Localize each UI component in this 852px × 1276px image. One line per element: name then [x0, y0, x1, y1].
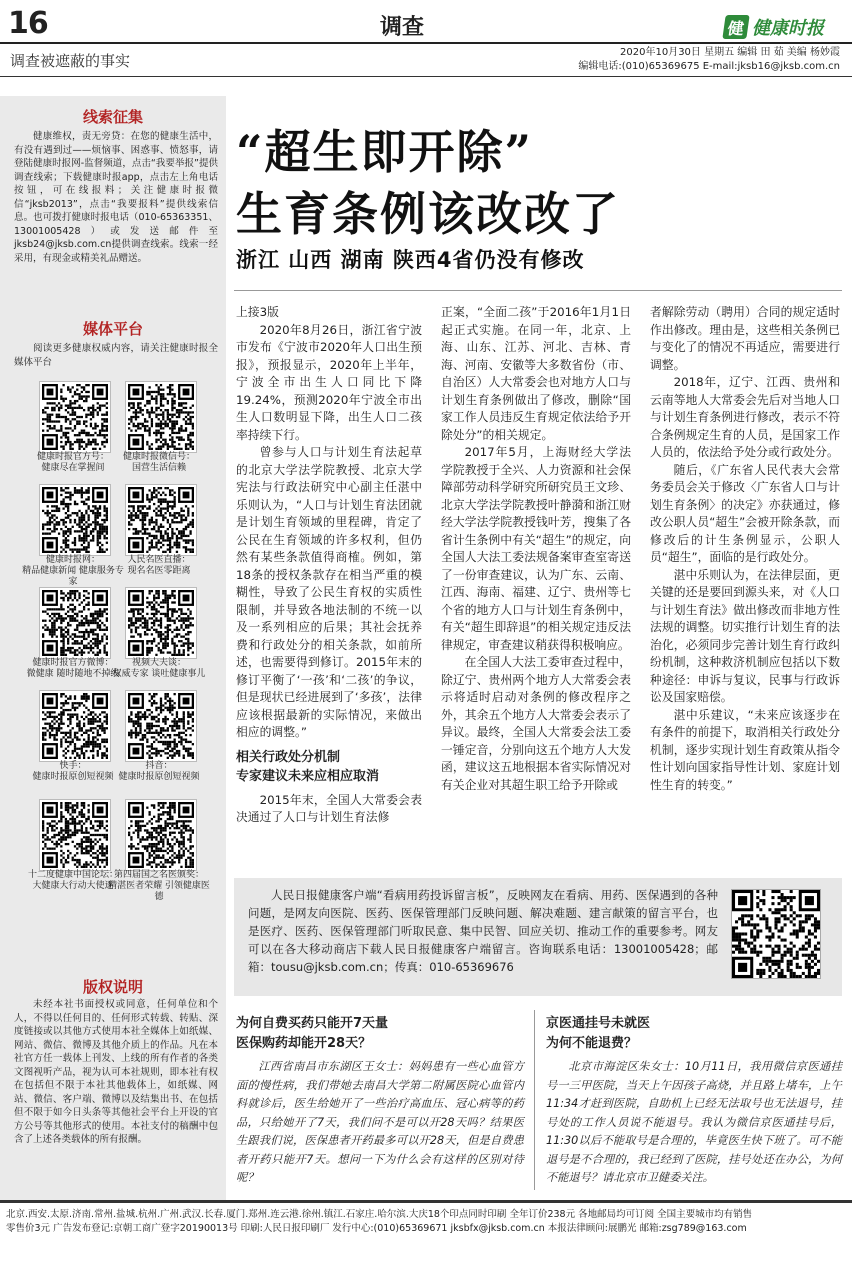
copyright-title: 版权说明 — [82, 978, 143, 996]
qr-caption — [104, 761, 214, 783]
page-number: 16 — [8, 6, 48, 41]
qa-left-title-line2: 医保购药却能开28天？ — [236, 1036, 372, 1051]
qr-caption-subtitle: 健康时报原创短视频 — [118, 772, 200, 782]
brand-mark-icon: 健 — [722, 15, 749, 39]
qr-caption-title: 视频大夫谈： — [131, 658, 186, 668]
footer-line1: 北京.西安.太原.济南.常州.盐城.杭州.广州.武汉.长春.厦门.郑州.连云港.徐州.镇江.石家庄.哈尔滨.大庆18个印点同时印刷 全年订价238元 各地邮局均可订阅 全国主要城市均有销售 — [6, 1209, 753, 1220]
qr-caption — [104, 870, 214, 903]
qa-right-title-line1: 京医通挂号未就医 — [546, 1016, 651, 1031]
article-column-2 — [441, 304, 631, 794]
paragraph: 在全国人大法工委审查过程中，除辽宁、贵州两个地方人大常委会表示将适时启动对条例的修改程序之外，其余五个地方人大常委会表示了异议。最终，全国人大常委会法工委一锤定音，分别向这五个地方人大发函，建议这五地根据本省实际情况对有关企业对其超生职工给予开除或 — [441, 655, 631, 792]
paragraph: 随后，《广东省人民代表大会常务委员会关于修改〈广东省人口与计划生育条例〉的决定》亦获通过，修改公职人员“超生”会被开除条款，而修改后的计生条例显示，公职人员“超生”，面临的是行政处分。 — [650, 462, 840, 564]
qr-caption — [104, 658, 214, 680]
paragraph: 者解除劳动（聘用）合同的规定适时作出修改。理由是，这些相关条例已与变化了的情况不再适应，需要进行调整。 — [650, 305, 840, 372]
qr-caption-subtitle: 健康尽在掌握间 — [41, 463, 105, 473]
qr-caption-subtitle: 健康时报原创短视频 — [32, 772, 114, 782]
paragraph: 曾参与人口与计划生育法起草的北京大学法学院教授、北京大学宪法与行政法研究中心副主任湛中乐则认为，“人口与计划生育法团就是计划生育领域的里程碑，肯定了公民在生育领域的许多权利，但仍然有某些条款值得商榷。例如，第18条的授权条款存在相当严重的模糊性，导致了公民生育权的实质性限制，并导致各地法制的不统一以及一系列相应的后果；其社会抚养费和行政处分的相关条款，如前所述，也需要得到修订。2015年末的修订平衡了‘一孩’和‘二孩’的争议，但是现状已经进展到了‘多孩’，法律应该根据最新的实际情况，来做出相应的调整。” — [236, 445, 422, 739]
qa-left-title-line1: 为何自费买药只能开7天量 — [236, 1016, 389, 1031]
qr-caption-title: 健康时报网： — [45, 555, 100, 565]
paragraph: 湛中乐建议，“未来应该逐步在有条件的前提下，取消相关行政处分机制，逐步实现计划生育政策从指令性计划向国家指导性计划、家庭计划性生育的转变。” — [650, 707, 840, 792]
paragraph: 2018年，辽宁、江西、贵州和云南等地人大常委会先后对当地人口与计划生育条例进行修改，表示不符合条例规定生育的人员，是国家工作人员的，依法给予处分或行政处分。 — [650, 375, 840, 459]
footer-line2: 零售价3元 广告发布登记:京朝工商广登字20190013号 印刷:人民日报印刷厂 发行中心:(010)65369671 jksbfx@jksb.com.cn 本报法律顾问:展鹏光 邮箱:zsg789@163.com — [6, 1223, 747, 1234]
article-title-line2: 生育条例该改改了 — [236, 187, 620, 241]
qr-code-icon[interactable] — [40, 382, 110, 452]
qr-code-icon[interactable] — [40, 588, 110, 658]
paragraph: 2020年8月26日，浙江省宁波市发布《宁波市2020年人口出生预报》，预报显示，2020年上半年，宁波全市出生人口同比下降19.24%，预测2020年宁波全市出生人口数明显下降，出生人口二孩率持续下行。 — [236, 322, 422, 442]
notice-box — [234, 878, 842, 996]
qr-caption-title: 快手： — [59, 761, 87, 771]
notice-text: 人民日报健康客户端“看病用药投诉留言板”，反映网友在看病、用药、医保遇到的各种问题，是网友向医院、医药、医保管理部门反映问题、解决难题、建言献策的留言平台，也是医疗、医药、医保管理部门听取民意、集中民智、回应关切、推动工作的重要参考。网友可以在各大移动商店下载人民日报健康客户端留言。咨询联系电话：13001005428；邮箱：tousu@jksb.com.cn；传真：010-65369676 — [248, 888, 718, 974]
qr-caption-subtitle: 微健康 随时随地不掉线 — [26, 669, 120, 679]
subheader-rule — [0, 76, 852, 77]
qr-caption-subtitle: 精品健康新闻 健康服务专家 — [22, 566, 124, 587]
article-title-line1: “超生即开除” — [236, 125, 533, 179]
qr-caption — [104, 452, 214, 474]
media-text: 阅读更多健康权威内容，请关注健康时报全媒体平台 — [14, 343, 218, 368]
qr-caption-subtitle: 现名名医零距离 — [127, 566, 191, 576]
qr-caption-title: 第四届国之名医颁奖： — [113, 870, 204, 880]
paragraph: 正案，“全面二孩”于2016年1月1日起正式实施。在同一年，北京、上海、山东、江苏、河北、吉林、青海、河南、安徽等大多数省份（市、自治区）人大常委会也对地方人口与计划生育条例做出了修改，删除“国家工作人员违反生育规定依法给予开除处分”的相关规定。 — [441, 305, 631, 442]
qa-right-title-line2: 为何不能退费？ — [546, 1036, 638, 1051]
paragraph: 2017年5月，上海财经大学法学院教授于全兴、人力资源和社会保障部劳动科学研究所研究员王文珍、北京大学法学院教授叶静漪和浙江财经大学法学院教授钱叶芳，搜集了各省计生条例中有关“超生”的规定，向全国人大法工委法规备案审查室寄送了一份审查建议，认为广东、云南、江西、海南、福建、辽宁、贵州等七个省的地方人口与计划生育条例中，有关“超生即辞退”的相关规定违反法律规定，审查建议稍获得积极响应。 — [441, 445, 631, 652]
qr-caption-title: 人民名医直播： — [127, 555, 191, 565]
qr-caption-subtitle: 权威专家 谈吐健康事儿 — [112, 669, 206, 679]
qr-caption-title: 十二度健康中国论坛： — [27, 870, 118, 880]
media-title: 媒体平台 — [82, 320, 143, 338]
qa-left-body: 江西省南昌市东湖区王女士：妈妈患有一些心血管方面的慢性病，我们带她去南昌大学第二附属医院心血管内科就诊后，医生给她开了一些治疗高血压、冠心病等的药品，只给她开了7天，我们问不是可以开28天吗？结果医生跟我们说，医保患者开药最多可以开28天，但是自费患者开药只能开7天。想问一下为什么会有这样的区别对待呢？ — [236, 1060, 524, 1184]
qr-code-icon[interactable] — [126, 382, 196, 452]
copyright-text: 未经本社书面授权或同意，任何单位和个人，不得以任何目的、任何形式转载、转贴、深度链接或以其他方式使用本社全媒体上如纸媒、网站、微信、微博及其他介质上的作品。凡在本社官方任一载体上刊发、上线的所有作者的各类文图视听产品，视为认可本社规则，即本社有权在包括但不限于本社其他载体上，如纸媒、网站、微信、客户端、微博以及结集出书、在包括但不限于如今日头条等其他社会平台上开设的官方公号等其他形式的使用。本社支付的稿酬中包含了上述各类载体的所有报酬。 — [14, 999, 218, 1145]
paragraph: 湛中乐则认为，在法律层面，更关键的还是要回到源头来，对《人口与计划生育法》做出修改而非地方性法规的调整。切实推行计划生育的法治化，必须同步完善计划生育行政纠纷机制，这种救济机制应包括以下数种途径：申诉与复议，民事与行政诉讼及国家赔偿。 — [650, 567, 840, 704]
qa-divider — [534, 1010, 535, 1190]
article-column-1 — [236, 304, 422, 827]
qr-caption-subtitle: 国营生活信赖 — [131, 463, 186, 473]
qr-code-icon[interactable] — [126, 588, 196, 658]
article-deck: 浙江 山西 湖南 陕西4省仍没有修改 — [236, 248, 585, 272]
article-column-3 — [650, 304, 840, 794]
page-subtitle: 调查被遮蔽的事实 — [10, 52, 131, 70]
editor-line: 2020年10月30日 星期五 编辑 田 茹 美编 杨妙霞 — [620, 47, 840, 58]
qr-caption-subtitle: 大健康大行动大使逐 — [32, 881, 114, 891]
qr-code-icon[interactable] — [40, 691, 110, 761]
tips-text: 健康维权，责无旁贷：在您的健康生活中，有没有遇到过——烦恼事、困惑事、愤怒事，请登陆健康时报网-监督频道，点击“我要举报”提供调查线索；下载健康时报app，点击左上角电话按钮，可在线报料；关注健康时报微信“jksb2013”，点击“我要报料”提供线索信息。也可拨打健康时报电话（010-65363351、13001005428）或发送邮件至jksb24@jksb.com.cn提供调查线索。线索一经采用，有现金或精美礼品赠送。 — [14, 131, 218, 264]
qa-right-body: 北京市海淀区朱女士：10月11日，我用微信京医通挂号一三甲医院，当天上午因孩子高烧，并且路上堵车，上午11:34才赶到医院，自助机上已经无法取号也无法退号，挂号处的工作人员说不能退号。我认为微信京医通挂号后，11:30以后不能取号是合理的，毕竟医生快下班了。可不能退号是不合理的，我已经到了医院，挂号处还在办公，为何不能退号？请北京市卫健委关注。 — [546, 1060, 842, 1184]
qr-caption-subtitle: 精湛医者荣耀 引领健康医德 — [108, 881, 210, 902]
section-title: 调查 — [380, 15, 425, 40]
qr-caption-title: 抖音： — [145, 761, 173, 771]
qr-caption — [104, 555, 214, 577]
deck-rule — [234, 290, 842, 291]
subheading-line1: 相关行政处分机制 — [236, 749, 341, 765]
qr-code-icon[interactable] — [40, 485, 110, 555]
notice-qr-code-icon[interactable] — [732, 890, 820, 978]
contact-line: 编辑电话:(010)65369675 E-mail:jksb16@jksb.com.cn — [578, 61, 840, 72]
qr-code-icon[interactable] — [40, 800, 110, 870]
header-rule — [0, 42, 852, 44]
footer-rule — [0, 1200, 852, 1203]
qr-caption-title: 健康时报官方微博： — [32, 658, 114, 668]
brand-name: 健康时报 — [752, 18, 824, 39]
brand-logo — [724, 14, 824, 40]
qr-caption-title: 健康时报微信号： — [122, 452, 195, 462]
qr-code-icon[interactable] — [126, 800, 196, 870]
qa-left-title — [236, 1014, 388, 1054]
qr-code-icon[interactable] — [126, 691, 196, 761]
qr-code-icon[interactable] — [126, 485, 196, 555]
editor-info — [578, 46, 840, 74]
continued-note: 上接3版 — [236, 305, 279, 319]
subheading-line2: 专家建议未来应相应取消 — [236, 768, 380, 784]
qr-caption-title: 健康时报官方号： — [36, 452, 109, 462]
paragraph: 2015年末，全国人大常委会表决通过了人口与计划生育法修 — [236, 792, 422, 824]
tips-title: 线索征集 — [82, 108, 143, 126]
qa-right-title — [546, 1014, 650, 1054]
